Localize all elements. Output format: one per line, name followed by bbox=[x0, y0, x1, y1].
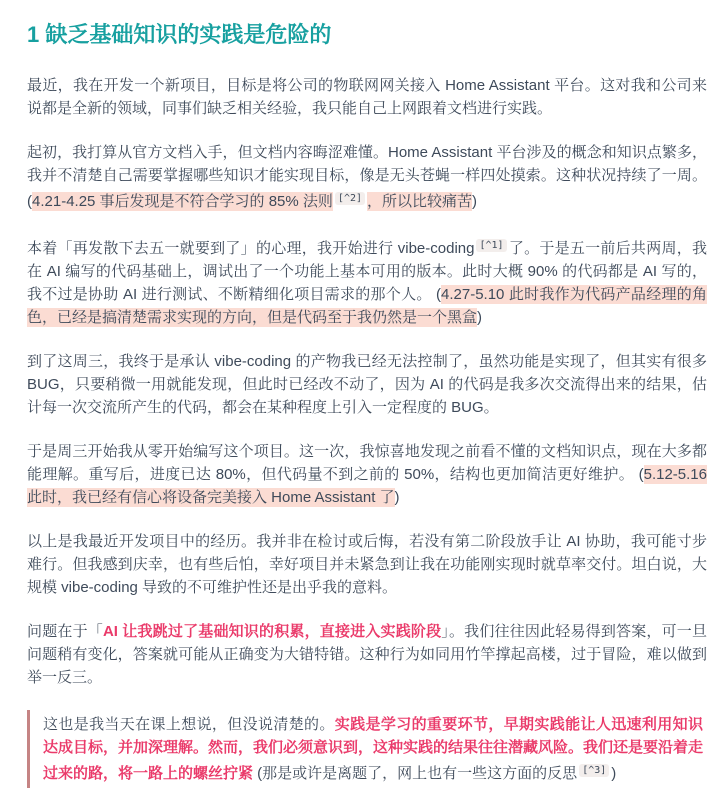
text-segment: 本着「再发散下去五一就要到了」的心理，我开始进行 vibe-coding bbox=[27, 240, 475, 258]
text-segment: 最近，我在开发一个新项目，目标是将公司的物联网网关接入 Home Assistant 平台。这对我和公司来说都是全新的领域，同事们缺乏相关经验，我只能自己上网跟着文档进行实践。 bbox=[27, 77, 707, 118]
paragraph bbox=[27, 620, 707, 689]
emphasis-text: 实践是学习的重要环节，早期实践能让人迅速利用知识达成目标，并加深理解。然而，我们必须意识到，这种实践的结果往往潜藏风险。我们还是要沿着走过来的路，将一路上的螺丝拧紧 bbox=[43, 716, 704, 783]
blockquote-text bbox=[43, 713, 703, 785]
text-segment: (那是或许是离题了，网上也有一些这方面的反思 bbox=[253, 765, 578, 783]
text-segment: 了。于是五一前后共两周，我在 AI 编写的代码基础上，调试出了一个功能上基本可用的版本。此时大概 90% 的代码都是 AI 写的，我不过是协助 AI 进行测试、不断精细化项目需求的那个人。 ( bbox=[27, 240, 707, 304]
text-segment: ) bbox=[611, 765, 617, 783]
paragraphs bbox=[27, 74, 707, 689]
blockquote bbox=[27, 710, 707, 788]
text-segment: ) bbox=[394, 489, 400, 507]
paragraph bbox=[27, 350, 707, 419]
text-segment: 到了这周三，我终于是承认 vibe-coding 的产物我已经无法控制了，虽然功能是实现了，但其实有很多 BUG，只要稍微一用就能发现，但此时已经改不动了，因为 AI 的代码是我多次交流得出来的结果，估计每一次交流所产生的代码，都会在某种程度上引入一定程度的 BUG。 bbox=[27, 353, 707, 417]
text-segment: 」。我们往往因此轻易得到答案，可一旦问题稍有变化，答案就可能从正确变为大错特错。这种行为如同用竹竿撑起高楼，过于冒险，难以做到举一反三。 bbox=[27, 623, 707, 687]
text-segment: 于是周三开始我从零开始编写这个项目。这一次，我惊喜地发现之前看不懂的文档知识点，现在大多都能理解。重写后，进度已达 80%，但代码量不到之前的 50%，结构也更加简洁更好维护。 ( bbox=[27, 443, 707, 484]
highlighted-text: 4.21-4.25 事后发现是不符合学习的 85% 法则 bbox=[32, 193, 333, 211]
paragraph bbox=[27, 234, 707, 329]
text-segment: 起初，我打算从官方文档入手，但文档内容晦涩难懂。Home Assistant 平台涉及的概念和知识点繁多，我并不清楚自己需要掌握哪些知识才能实现目标，像是无头苍蝇一样四处摸索。这种状况持续了一周。 ( bbox=[27, 144, 707, 211]
article-title: 1 缺乏基础知识的实践是危险的 bbox=[27, 22, 332, 47]
paragraph bbox=[27, 74, 707, 120]
footnote-ref: [^1] bbox=[476, 239, 506, 252]
emphasis-text: AI 让我跳过了基础知识的积累，直接进入实践阶段 bbox=[102, 623, 442, 641]
text-segment: ) bbox=[477, 309, 483, 327]
text-segment: 问题在于「 bbox=[27, 623, 103, 641]
paragraph bbox=[27, 440, 707, 509]
highlighted-text: ，所以比较痛苦 bbox=[367, 193, 473, 211]
highlighted-text: 5.12-5.16 此时，我已经有信心将设备完美接入 Home Assistant 了 bbox=[27, 466, 707, 507]
footnote-ref: [^2] bbox=[335, 192, 365, 205]
footnote-ref: [^3] bbox=[579, 764, 609, 777]
paragraph bbox=[27, 141, 707, 213]
text-segment: 以上是我最近开发项目中的经历。我并非在检讨或后悔，若没有第二阶段放手让 AI 协助，我可能寸步难行。但我感到庆幸，也有些后怕，幸好项目并未紧急到让我在功能刚实现时就草率交付。坦白说，大规模 vibe-coding 导致的不可维护性还是出乎我的意料。 bbox=[27, 533, 707, 597]
highlighted-text: 4.27-5.10 此时我作为代码产品经理的角色，已经是搞清楚需求实现的方向，但是代码至于我仍然是一个黑盒 bbox=[27, 286, 707, 327]
paragraph bbox=[27, 530, 707, 599]
text-segment: ) bbox=[472, 193, 478, 211]
text-segment: 这也是我当天在课上想说，但没说清楚的。 bbox=[43, 716, 335, 734]
